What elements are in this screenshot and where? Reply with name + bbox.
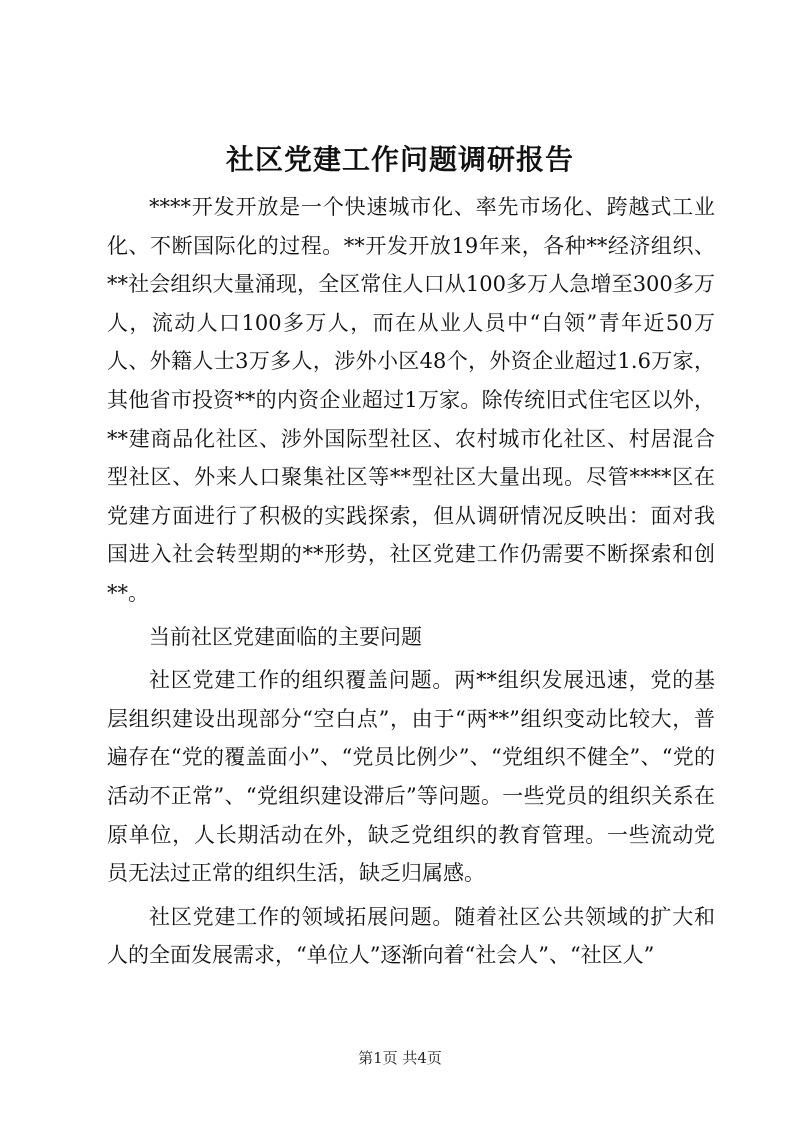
paragraph-organization-coverage: 社区党建工作的组织覆盖问题。两**组织发展迅速，党的基层组织建设出现部分“空白点”，由于“两**”组织变动比较大，普遍存在“党的覆盖面小”、“党员比例少”、“党组织不健全”、“党的活动不正常”、“党组织建设滞后”等问题。一些党员的组织关系在原单位，人长期活动在外，缺乏党组织的教育管理。一些流动党员无法过正常的组织生活，缺乏归属感。	[107, 668, 715, 886]
document-title: 社区党建工作问题调研报告	[225, 143, 574, 176]
paragraph-intro: ****开发开放是一个快速城市化、率先市场化、跨越式工业化、不断国际化的过程。**开发开放19年来，各种**经济组织、**社会组织大量涌现，全区常住人口从100多万人急增至300多万人，流动人口100多万人，而在从业人员中“白领”青年近50万人、外籍人士3万多人，涉外小区48个，外资企业超过1.6万家，其他省市投资**的内资企业超过1万家。除传统旧式住宅区以外，**建商品化社区、涉外国际型社区、农村城市化社区、村居混合型社区、外来人口聚集社区等**型社区大量出现。尽管****区在党建方面进行了积极的实践探索，但从调研情况反映出：面对我国进入社会转型期的**形势，社区党建工作仍需要不断探索和创**。	[107, 195, 715, 605]
document-body	[107, 188, 715, 975]
page-number-footer: 第1页 共4页	[358, 1049, 442, 1067]
paragraph-domain-expansion: 社区党建工作的领域拓展问题。随着社区公共领域的扩大和人的全面发展需求，“单位人”逐渐向着“社会人”、“社区人”	[107, 904, 715, 968]
section-heading: 当前社区党建面临的主要问题	[149, 624, 422, 649]
